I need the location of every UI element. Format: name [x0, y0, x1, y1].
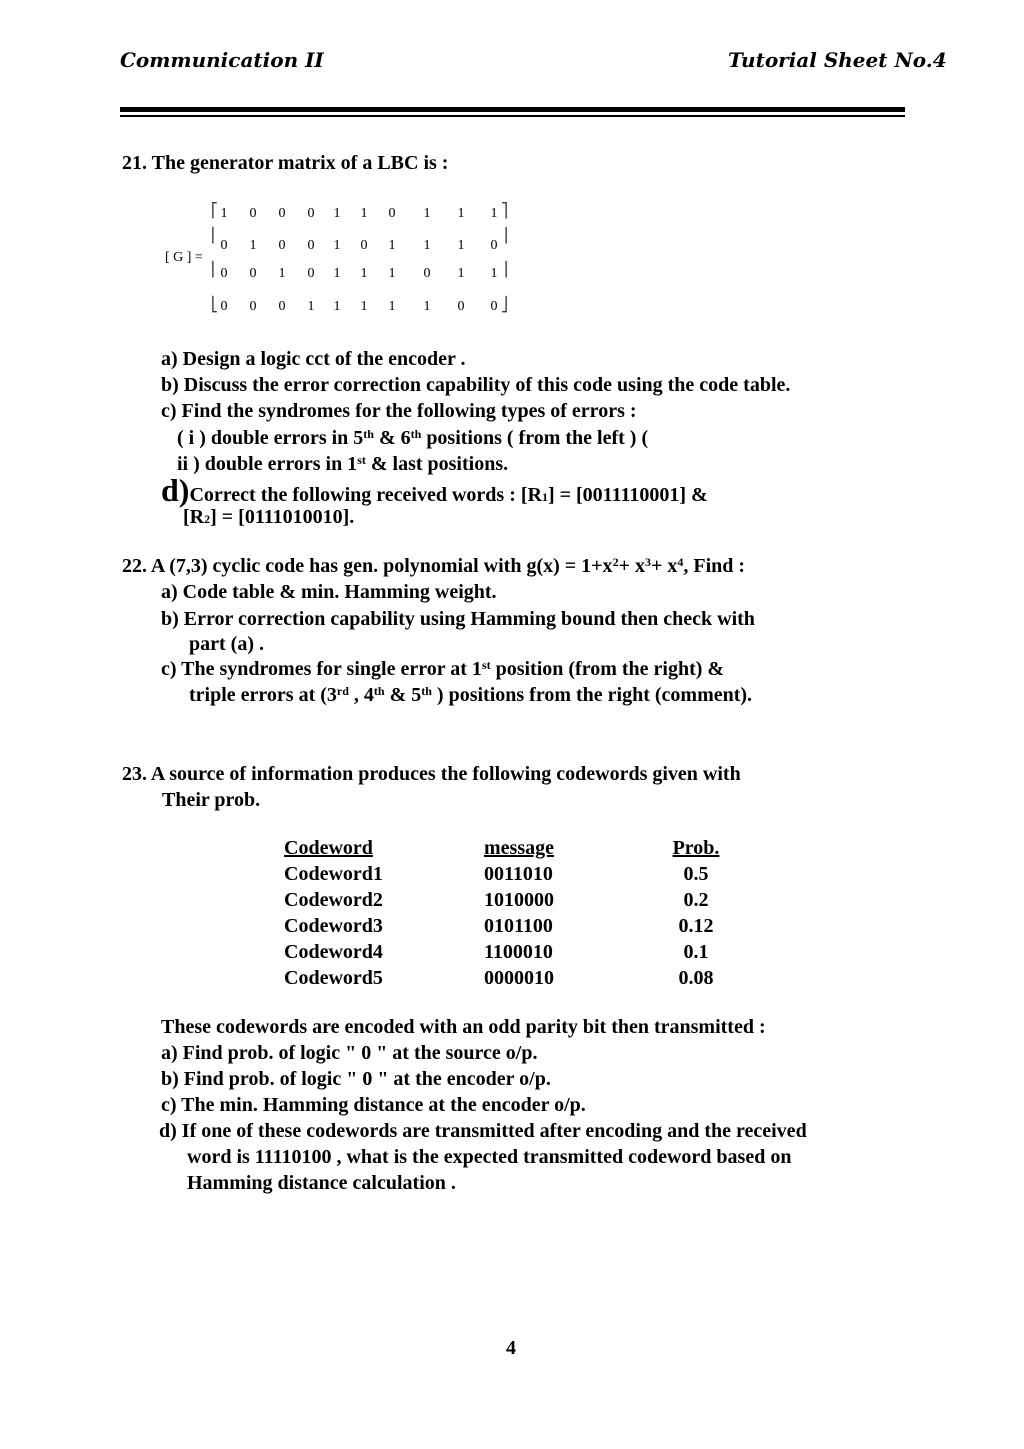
table-header: Codeword — [284, 837, 373, 859]
q21-part-c: c) Find the syndromes for the following types of errors : — [161, 400, 637, 422]
table-column-codeword — [284, 835, 383, 991]
matrix-cell: 0 — [360, 238, 368, 253]
matrix-bracket-top-right: ⎤ — [501, 203, 508, 219]
page-number: 4 — [506, 1337, 516, 1359]
header-sheet-title: Tutorial Sheet No.4 — [728, 48, 947, 72]
matrix-cell: 0 — [249, 206, 257, 221]
matrix-cell: 0 — [220, 299, 228, 314]
matrix-cell: 1 — [360, 206, 368, 221]
q22-part-c-cont: triple errors at (3rd , 4th & 5th ) positions from the right (comment). — [189, 684, 753, 706]
matrix-cell: 1 — [220, 206, 228, 221]
matrix-cell: 0 — [423, 266, 431, 281]
table-cell-prob: 0.5 — [683, 863, 709, 885]
matrix-cell: 1 — [333, 206, 341, 221]
matrix-cell: 0 — [278, 238, 286, 253]
matrix-cell: 0 — [307, 266, 315, 281]
table-cell-codeword: Codeword2 — [284, 889, 383, 911]
q21-part-d-cont: [R2] = [0111010010]. — [183, 506, 355, 528]
matrix-cell: 1 — [360, 266, 368, 281]
matrix-cell: 0 — [220, 266, 228, 281]
q22-part-b: b) Error correction capability using Hamming bound then check with — [161, 608, 755, 630]
q22-part-a: a) Code table & min. Hamming weight. — [161, 581, 497, 603]
matrix-cell: 1 — [423, 238, 431, 253]
matrix-cell: 1 — [333, 299, 341, 314]
table-cell-message: 1100010 — [484, 941, 553, 963]
table-cell-codeword: Codeword1 — [284, 863, 383, 885]
table-cell-message: 0011010 — [484, 863, 553, 885]
matrix-cell: 0 — [249, 266, 257, 281]
matrix-cell: 1 — [333, 238, 341, 253]
header-course-title: Communication II — [120, 48, 324, 72]
table-cell-codeword: Codeword4 — [284, 941, 383, 963]
matrix-cell: 0 — [278, 299, 286, 314]
q21-part-c-i: ( i ) double errors in 5th & 6th positions ( from the left ) ( — [177, 427, 649, 449]
table-cell-codeword: Codeword3 — [284, 915, 383, 937]
q23-title: 23. A source of information produces the following codewords given with — [122, 763, 741, 785]
matrix-cell: 0 — [278, 206, 286, 221]
q22-title: 22. A (7,3) cyclic code has gen. polynomial with $g(x) = 1+x^2+ x^3+ x^4$, Find : — [122, 555, 746, 577]
q23-intro: These codewords are encoded with an odd parity bit then transmitted : — [161, 1016, 766, 1038]
q21-part-c-ii: ii ) double errors in 1st & last positions. — [177, 453, 509, 475]
q22-part-b-cont: part (a) . — [189, 633, 264, 655]
q23-part-c: c) The min. Hamming distance at the encoder o/p. — [161, 1094, 586, 1116]
table-cell-prob: 0.08 — [678, 967, 714, 989]
matrix-cell: 1 — [388, 238, 396, 253]
table-column-message — [484, 835, 554, 991]
q21-part-a: a) Design a logic cct of the encoder . — [161, 348, 466, 370]
table-cell-message: 0000010 — [484, 967, 554, 989]
table-cell-prob: 0.2 — [683, 889, 709, 911]
q21-part-d: d)Correct the following received words : [R1] = [0011110001] & — [161, 472, 708, 508]
matrix-bracket-bottom-right: ⎦ — [501, 297, 508, 313]
q23-part-b: b) Find prob. of logic " 0 " at the encoder o/p. — [161, 1068, 551, 1090]
q23-part-d-cont: word is 11110100 , what is the expected transmitted codeword based on — [187, 1146, 792, 1168]
q23-title-cont: Their prob. — [162, 789, 261, 811]
matrix-cell: 1 — [388, 299, 396, 314]
header-rule-thin — [120, 115, 905, 117]
matrix-cell: 1 — [457, 206, 465, 221]
table-cell-prob: 0.1 — [683, 941, 709, 963]
table-cell-codeword: Codeword5 — [284, 967, 383, 989]
q22-part-c: c) The syndromes for single error at 1st position (from the right) & — [161, 658, 725, 680]
matrix-cell: 0 — [220, 238, 228, 253]
q23-part-a: a) Find prob. of logic " 0 " at the source o/p. — [161, 1042, 538, 1064]
matrix-cell: 1 — [307, 299, 315, 314]
table-cell-message: 1010000 — [484, 889, 554, 911]
matrix-cell: 1 — [457, 266, 465, 281]
matrix-bracket-mid-left: ⎢ — [211, 262, 218, 278]
matrix-bracket-top-left: ⎡ — [211, 203, 218, 219]
matrix-cell: 1 — [457, 238, 465, 253]
matrix-bracket-mid-right: ⎥ — [501, 262, 508, 278]
matrix-cell: 1 — [423, 299, 431, 314]
matrix-cell: 0 — [249, 299, 257, 314]
q23-part-d: d) If one of these codewords are transmitted after encoding and the received — [159, 1120, 807, 1142]
matrix-cell: 1 — [490, 266, 498, 281]
matrix-cell: 1 — [388, 266, 396, 281]
matrix-label: [ G ] = — [165, 250, 203, 265]
q23-part-d-cont: Hamming distance calculation . — [187, 1172, 456, 1194]
matrix-cell: 1 — [249, 238, 257, 253]
matrix-bracket-mid-left: ⎢ — [211, 228, 218, 244]
matrix-cell: 1 — [333, 266, 341, 281]
matrix-cell: 1 — [360, 299, 368, 314]
matrix-cell: 0 — [490, 238, 498, 253]
header-rule-thick — [120, 107, 905, 112]
table-header: message — [484, 837, 554, 859]
q21-part-b: b) Discuss the error correction capability of this code using the code table. — [161, 374, 791, 396]
matrix-cell: 0 — [307, 206, 315, 221]
table-header: Prob. — [672, 837, 720, 859]
matrix-cell: 1 — [423, 206, 431, 221]
q21-title: 21. The generator matrix of a LBC is : — [122, 152, 449, 174]
table-cell-prob: 0.12 — [678, 915, 714, 937]
matrix-cell: 0 — [457, 299, 465, 314]
matrix-cell: 0 — [388, 206, 396, 221]
table-column-prob — [670, 835, 722, 991]
matrix-cell: 1 — [490, 206, 498, 221]
matrix-cell: 1 — [278, 266, 286, 281]
matrix-cell: 0 — [307, 238, 315, 253]
matrix-cell: 0 — [490, 299, 498, 314]
matrix-bracket-bottom-left: ⎣ — [211, 297, 218, 313]
matrix-bracket-mid-right: ⎥ — [501, 228, 508, 244]
table-cell-message: 0101100 — [484, 915, 553, 937]
